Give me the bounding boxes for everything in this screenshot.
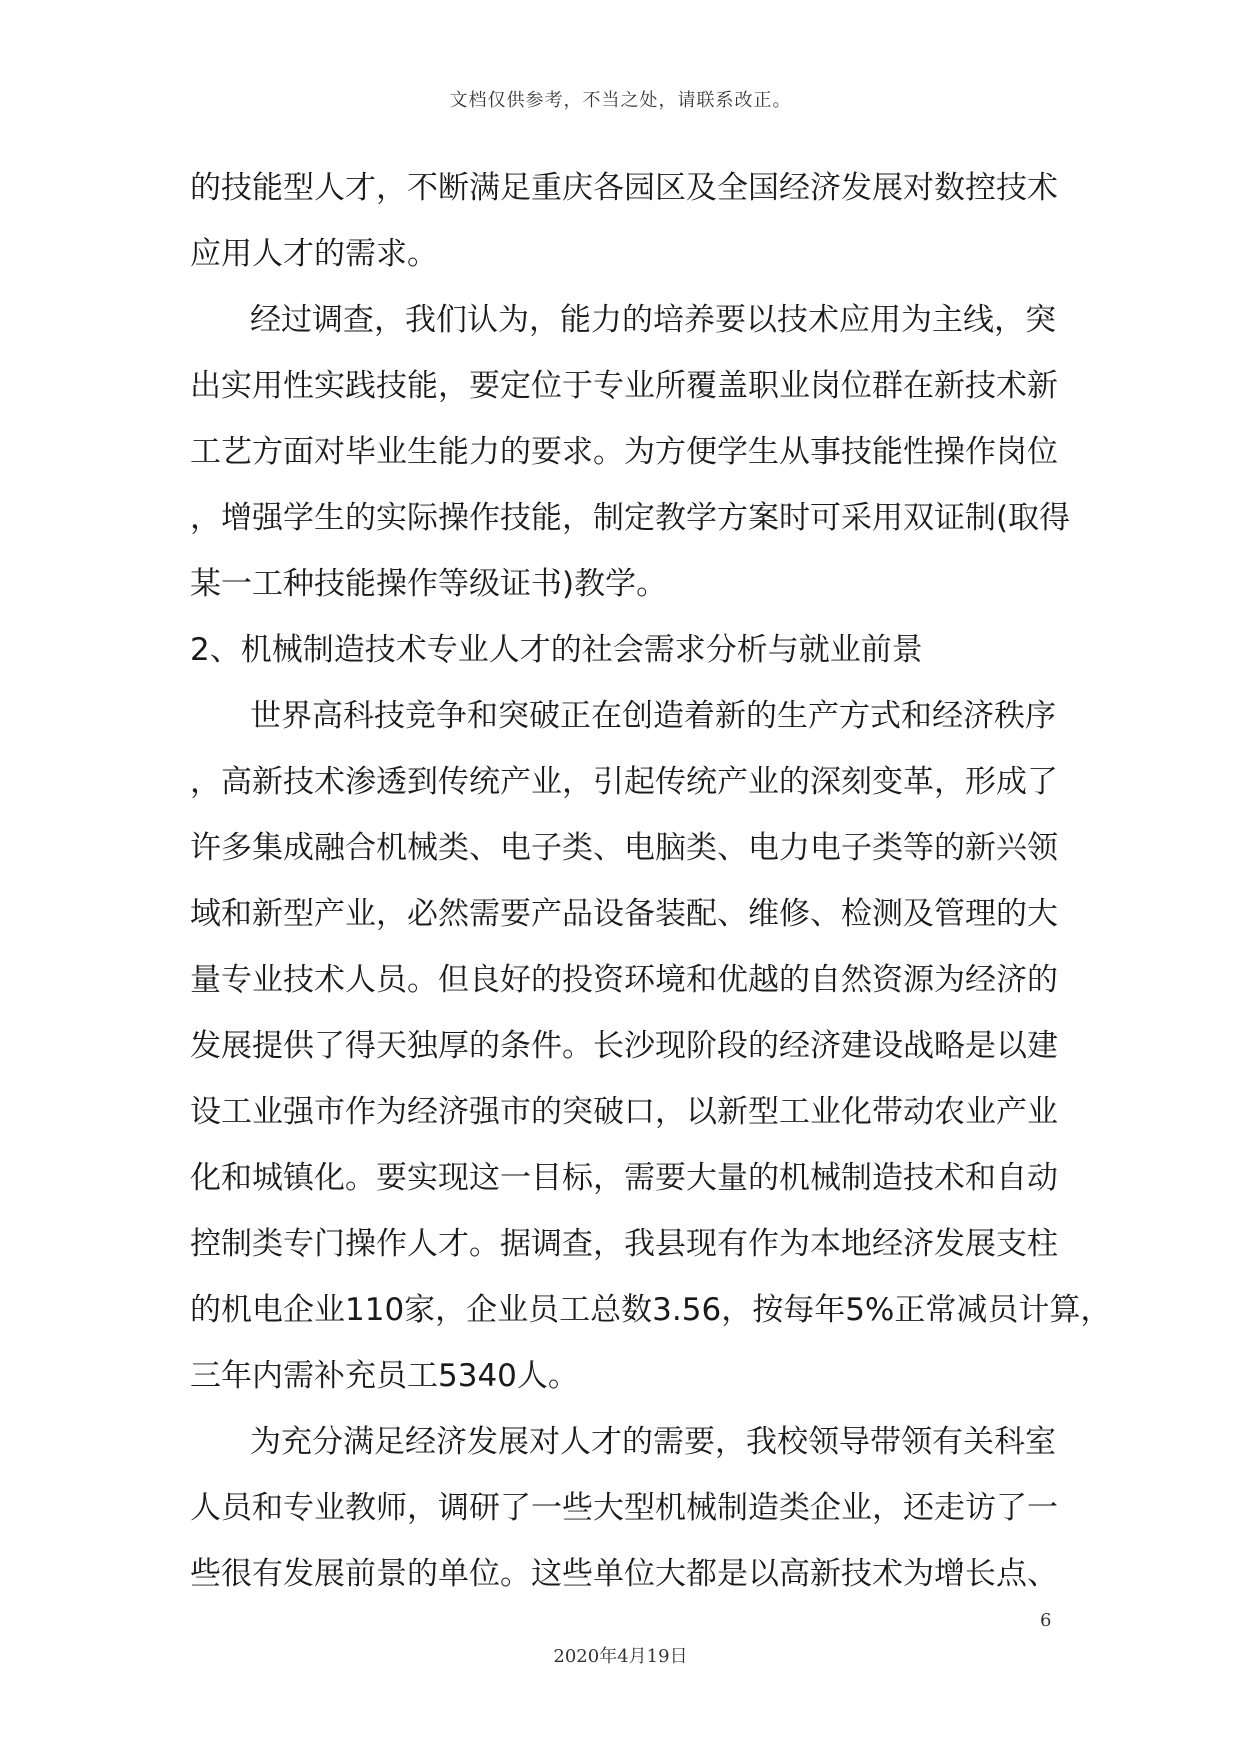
text-line: ，高新技术渗透到传统产业，引起传统产业的深刻变革，形成了 xyxy=(190,764,1058,800)
text-line: 的机电企业110家，企业员工总数3.56，按每年5%正常减员计算， xyxy=(190,1292,1112,1328)
text-line: 发展提供了得天独厚的条件。长沙现阶段的经济建设战略是以建 xyxy=(190,1028,1058,1064)
text-line: 应用人才的需求。 xyxy=(190,236,438,272)
text-line: 些很有发展前景的单位。这些单位大都是以高新技术为增长点、 xyxy=(190,1556,1058,1592)
text-line: 世界高科技竞争和突破正在创造着新的生产方式和经济秩序 xyxy=(250,698,1056,734)
text-line: ，增强学生的实际操作技能，制定教学方案时可采用双证制(取得 xyxy=(190,500,1071,536)
text-line: 许多集成融合机械类、电子类、电脑类、电力电子类等的新兴领 xyxy=(190,830,1058,866)
text-line: 工艺方面对毕业生能力的要求。为方便学生从事技能性操作岗位 xyxy=(190,434,1058,470)
text-line: 为充分满足经济发展对人才的需要，我校领导带领有关科室 xyxy=(250,1424,1056,1460)
text-line: 化和城镇化。要实现这一目标，需要大量的机械制造技术和自动 xyxy=(190,1160,1058,1196)
text-line: 三年内需补充员工5340人。 xyxy=(190,1358,579,1394)
text-line: 人员和专业教师，调研了一些大型机械制造类企业，还走访了一 xyxy=(190,1490,1058,1526)
section-heading: 2、机械制造技术专业人才的社会需求分析与就业前景 xyxy=(190,632,923,668)
footer-date: 2020年4月19日 xyxy=(553,1646,688,1667)
text-line: 出实用性实践技能，要定位于专业所覆盖职业岗位群在新技术新 xyxy=(190,368,1058,404)
text-line: 某一工种技能操作等级证书)教学。 xyxy=(190,566,668,602)
text-line: 量专业技术人员。但良好的投资环境和优越的自然资源为经济的 xyxy=(190,962,1058,998)
page-header-disclaimer: 文档仅供参考，不当之处，请联系改正。 xyxy=(449,90,792,111)
text-line: 域和新型产业，必然需要产品设备装配、维修、检测及管理的大 xyxy=(190,896,1058,932)
page-number: 6 xyxy=(1040,1610,1052,1631)
text-line: 控制类专门操作人才。据调查，我县现有作为本地经济发展支柱 xyxy=(190,1226,1058,1262)
text-line: 设工业强市作为经济强市的突破口，以新型工业化带动农业产业 xyxy=(190,1094,1058,1130)
text-line: 的技能型人才，不断满足重庆各园区及全国经济发展对数控技术 xyxy=(190,170,1058,206)
body-text xyxy=(190,155,1112,1607)
text-line: 经过调查，我们认为，能力的培养要以技术应用为主线，突 xyxy=(250,302,1056,338)
